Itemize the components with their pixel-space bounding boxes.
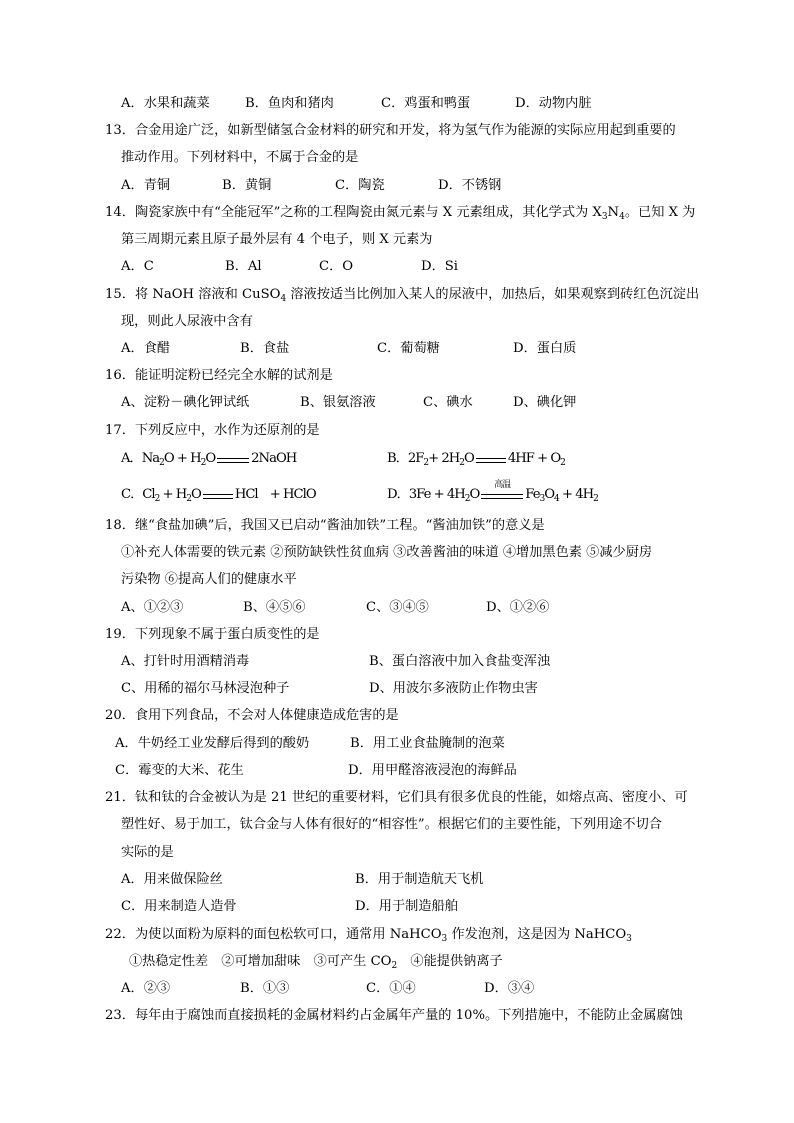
q17d-t3: Fe bbox=[525, 487, 540, 502]
q16-option-d: D、碘化钾 bbox=[513, 395, 577, 410]
q22-text-b: 作发泡剂，这是因为 NaHCO bbox=[447, 927, 627, 942]
q22-option-b: B．①③ bbox=[240, 981, 290, 996]
q17d-t1: D．3Fe + 4H bbox=[387, 487, 465, 502]
q22-text-d: ④能提供钠离子 bbox=[397, 954, 503, 969]
q13-stem-line1: 13．合金用途广泛，如新型储氢合金材料的研究和开发，将为氢气作为能源的实际应用起到重要的 bbox=[105, 123, 676, 138]
q17c-t1: C．Cl bbox=[121, 487, 155, 502]
q17-option-c bbox=[121, 486, 316, 504]
q17a-t1: A．Na bbox=[121, 451, 160, 466]
q15-stem-line1 bbox=[105, 286, 699, 304]
q17a-t3: O bbox=[205, 451, 216, 466]
q19-option-c: C、用稀的福尔马林浸泡种子 bbox=[121, 681, 290, 696]
q12-option-a: A．水果和蔬菜 bbox=[121, 96, 210, 111]
q15-option-d: D．蛋白质 bbox=[513, 341, 577, 356]
q17b-t4: 4HF + O bbox=[507, 451, 561, 466]
q17a-equals-sign bbox=[215, 450, 251, 468]
q14-text-n: N bbox=[607, 205, 620, 220]
q22-text-a: 22．为使以面粉为原料的面包松软可口，通常用 NaHCO bbox=[105, 927, 442, 942]
q19-option-d: D、用波尔多液防止作物虫害 bbox=[369, 681, 538, 696]
q19-stem-line1: 19．下列现象不属于蛋白质变性的是 bbox=[105, 627, 320, 642]
q14-text-a: 14．陶瓷家族中有“全能冠军”之称的工程陶瓷由氮元素与 X 元素组成，其化学式为 X bbox=[105, 205, 602, 220]
q17d-s3: 3 bbox=[539, 494, 545, 504]
q22-option-c: C．①④ bbox=[366, 981, 416, 996]
q17b-s4: 2 bbox=[560, 458, 565, 468]
q16-option-b: B、银氨溶液 bbox=[300, 395, 376, 410]
q20-option-c: C．霉变的大米、花生 bbox=[115, 763, 244, 778]
q22-option-a: A．②③ bbox=[121, 981, 171, 996]
q15-subscript: 4 bbox=[280, 294, 287, 304]
q18-option-c: C、③④⑤ bbox=[366, 600, 429, 615]
q14-subscript-4: 4 bbox=[619, 212, 625, 222]
q15-option-b: B．食盐 bbox=[240, 341, 290, 356]
q18-stem-line1: 18．继“食盐加碘”后，我国又已启动“酱油加铁”工程。“酱油加铁”的意义是 bbox=[105, 518, 545, 533]
q17c-s2: 2 bbox=[186, 494, 191, 504]
q17-stem-line1: 17．下列反应中，水作为还原剂的是 bbox=[105, 423, 320, 438]
q17-option-d bbox=[387, 480, 598, 504]
q17d-s4: 4 bbox=[554, 494, 559, 504]
q21-stem-line1: 21．钛和钛的合金被认为是 21 世纪的重要材料，它们具有很多优良的性能，如熔点高、密度小、可 bbox=[105, 790, 688, 805]
q17b-t3: O bbox=[464, 451, 474, 466]
q13-option-d: D．不锈钢 bbox=[438, 178, 502, 193]
q14-option-a: A．C bbox=[121, 259, 154, 274]
q18-stem-line3: 污染物 ⑥提高人们的健康水平 bbox=[121, 572, 297, 587]
q17c-s1: 2 bbox=[154, 494, 160, 504]
q21-stem-line2: 塑性好、易于加工，钛合金与人体有很好的“相容性”。根据它们的主要性能，下列用途不切合 bbox=[121, 817, 662, 832]
q17a-t2: O + H bbox=[163, 451, 201, 466]
q17b-t2: + 2H bbox=[428, 451, 460, 466]
q17c-t3: O bbox=[191, 487, 201, 502]
q17-option-a bbox=[121, 450, 296, 468]
q21-option-b: B．用于制造航天飞机 bbox=[355, 872, 484, 887]
q17a-t4: 2NaOH bbox=[251, 451, 297, 466]
q14-option-c: C．O bbox=[319, 259, 354, 274]
q14-stem-line1 bbox=[105, 204, 695, 222]
q18-option-d: D、①②⑥ bbox=[486, 600, 550, 615]
q12-option-b: B．鱼肉和猪肉 bbox=[245, 96, 334, 111]
q15-text-a: 15．将 NaOH 溶液和 CuSO bbox=[105, 287, 281, 302]
q20-option-d: D．用甲醛溶液浸泡的海鲜品 bbox=[348, 763, 517, 778]
q13-option-a: A．青铜 bbox=[121, 178, 171, 193]
q17d-s5: 2 bbox=[593, 494, 598, 504]
q13-option-c: C．陶瓷 bbox=[335, 178, 385, 193]
q21-option-c: C．用来制造人造骨 bbox=[121, 899, 237, 914]
q19-option-b: B、蛋白溶液中加入食盐变浑浊 bbox=[369, 654, 551, 669]
q17c-t4: HCl + HClO bbox=[234, 487, 316, 502]
q20-stem-line1: 20．食用下列食品，不会对人体健康造成危害的是 bbox=[105, 708, 399, 723]
q22-subscript-1: 3 bbox=[441, 934, 448, 944]
q17a-s2: 2 bbox=[200, 458, 206, 468]
q17a-s1: 2 bbox=[159, 458, 164, 468]
q22-option-d: D．③④ bbox=[484, 981, 535, 996]
q17b-t1: B．2F bbox=[387, 451, 424, 466]
q17b-equals-sign bbox=[474, 450, 508, 468]
q21-stem-line3: 实际的是 bbox=[121, 845, 174, 860]
q17b-s1: 2 bbox=[423, 458, 429, 468]
q17d-t2: O bbox=[469, 487, 480, 502]
q13-option-b: B．黄铜 bbox=[222, 178, 272, 193]
q22-subscript-2: 3 bbox=[626, 934, 632, 944]
q15-option-c: C．葡萄糖 bbox=[377, 341, 440, 356]
q14-subscript-3: 3 bbox=[601, 212, 608, 222]
q21-option-d: D．用于制造船舶 bbox=[355, 899, 458, 914]
q16-option-c: C、碘水 bbox=[423, 395, 473, 410]
q13-stem-line2: 推动作用。下列材料中，不属于合金的是 bbox=[121, 150, 359, 165]
q22-stem-line1 bbox=[105, 926, 632, 944]
q21-option-a: A．用来做保险丝 bbox=[121, 872, 223, 887]
q17c-t2: + H bbox=[159, 487, 187, 502]
q19-option-a: A、打针时用酒精消毒 bbox=[121, 654, 250, 669]
q14-text-b: 。已知 X 为 bbox=[624, 205, 696, 220]
q14-option-d: D．Si bbox=[421, 259, 459, 274]
q20-option-a: A．牛奶经工业发酵后得到的酸奶 bbox=[115, 736, 310, 751]
q17d-t5: + 4H bbox=[558, 487, 594, 502]
q12-option-d: D．动物内脏 bbox=[515, 96, 592, 111]
q22-text-c: ①热稳定性差 ②可增加甜味 ③可产生 CO bbox=[129, 954, 392, 969]
q15-stem-line2: 现，则此人尿液中含有 bbox=[121, 314, 253, 329]
q17d-condition-label: 高温 bbox=[494, 480, 511, 490]
q16-option-a: A、淀粉－碘化钾试纸 bbox=[121, 395, 250, 410]
q15-text-b: 溶液按适当比例加入某人的尿液中，加热后，如果观察到砖红色沉淀出 bbox=[286, 287, 700, 302]
q17d-s1: 2 bbox=[464, 494, 470, 504]
q17c-equals-sign bbox=[201, 486, 235, 504]
q18-option-b: B、④⑤⑥ bbox=[243, 600, 306, 615]
q16-stem-line1: 16．能证明淀粉已经完全水解的试剂是 bbox=[105, 368, 333, 383]
q23-stem-line1: 23．每年由于腐蚀而直接损耗的金属材料约占金属年产量的 10%。下列措施中，不能防止金属腐蚀 bbox=[105, 1008, 683, 1023]
q17d-reaction-arrow bbox=[479, 480, 525, 504]
q17-option-b bbox=[387, 450, 565, 468]
q17b-s2: 2 bbox=[459, 458, 465, 468]
q18-stem-line2: ①补充人体需要的铁元素 ②预防缺铁性贫血病 ③改善酱油的味道 ④增加黑色素 ⑤减少厨房 bbox=[121, 545, 653, 560]
q14-stem-line2: 第三周期元素且原子最外层有 4 个电子，则 X 元素为 bbox=[121, 232, 433, 247]
q22-stem-line2 bbox=[129, 953, 503, 971]
q22-subscript-3: 2 bbox=[391, 961, 398, 971]
q17d-t4: O bbox=[544, 487, 555, 502]
q14-option-b: B．Al bbox=[225, 259, 262, 274]
q12-option-c: C．鸡蛋和鸭蛋 bbox=[381, 96, 471, 111]
q15-option-a: A．食醋 bbox=[121, 341, 171, 356]
q20-option-b: B．用工业食盐腌制的泡菜 bbox=[350, 736, 505, 751]
q18-option-a: A、①②③ bbox=[121, 600, 184, 615]
